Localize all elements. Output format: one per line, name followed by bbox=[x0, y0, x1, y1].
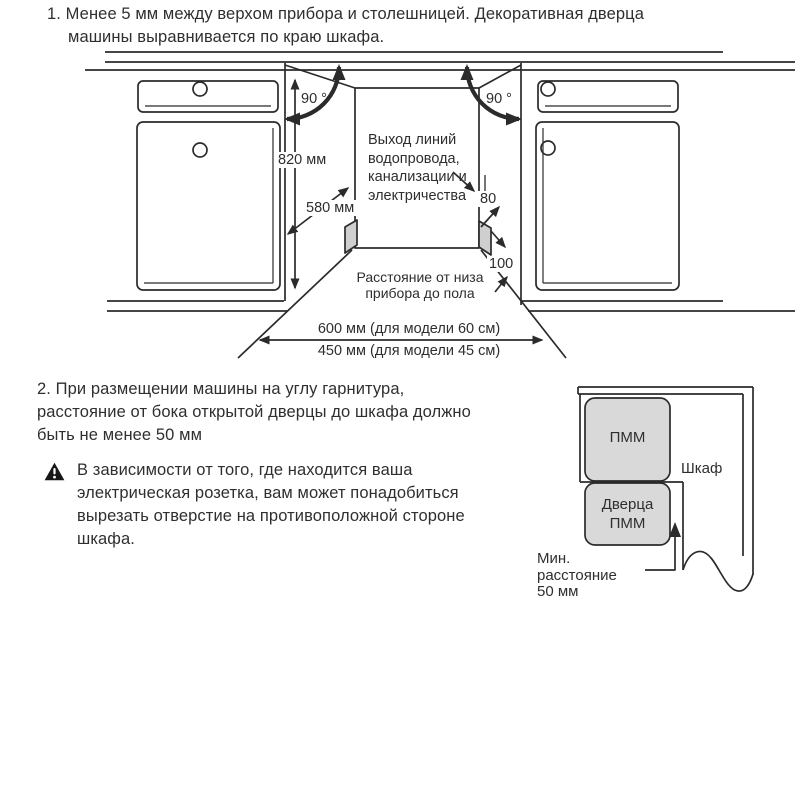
instruction-1-line: 1. Менее 5 мм между верхом прибора и столешницей. Декоративная дверца bbox=[47, 5, 644, 23]
instruction-2 bbox=[37, 378, 471, 447]
warning-text bbox=[77, 459, 465, 551]
pmm-label: ПММ bbox=[609, 429, 646, 446]
instruction-1 bbox=[47, 3, 644, 49]
utilities-note-line: Выход линий bbox=[368, 132, 457, 148]
height-dimension-label: 820 мм bbox=[278, 152, 327, 168]
drawer-knob-left bbox=[193, 82, 207, 96]
warning-text-line: электрическая розетка, вам может понадобиться bbox=[77, 484, 459, 502]
min-distance-label bbox=[537, 551, 617, 601]
clearance-leader-arrow bbox=[495, 277, 507, 292]
min-distance-label-line: Мин. bbox=[537, 550, 571, 567]
warning-text-line: вырезать отверстие на противоположной стороне bbox=[77, 507, 465, 525]
corner-wall-break-wave bbox=[683, 552, 753, 592]
cabinet-left bbox=[137, 81, 280, 290]
angle-label-left: 90 ° bbox=[301, 91, 327, 107]
bottom-clearance-line: Расстояние от низа bbox=[356, 269, 484, 285]
cabinet-right bbox=[536, 81, 679, 290]
pmm-door-label-line: Дверца bbox=[601, 496, 654, 513]
utilities-note bbox=[368, 131, 467, 205]
utilities-note-line: канализации и bbox=[368, 169, 467, 185]
instruction-2-line: расстояние от бока открытой дверцы до шкафа должно bbox=[37, 403, 471, 421]
depth-dimension-label: 580 мм bbox=[306, 200, 355, 216]
cabinet-label: Шкаф bbox=[681, 460, 723, 477]
dim-100-label: 100 bbox=[489, 256, 514, 272]
bottom-clearance-line: прибора до пола bbox=[365, 284, 475, 301]
min-distance-label-line: расстояние bbox=[537, 566, 617, 584]
floor bbox=[107, 301, 795, 311]
corner-wall-top bbox=[578, 387, 753, 394]
warning-text-line: шкафа. bbox=[77, 530, 135, 548]
min-distance-label-line: 50 мм bbox=[537, 583, 579, 600]
countertop bbox=[85, 52, 795, 70]
niche bbox=[238, 63, 566, 358]
width-45-label: 450 мм (для модели 45 см) bbox=[317, 343, 501, 359]
instruction-1-line: машины выравнивается по краю шкафа. bbox=[68, 28, 385, 46]
bottom-clearance-note bbox=[350, 270, 490, 301]
door-knob-left bbox=[193, 143, 207, 157]
warning-text-line: В зависимости от того, где находится ваша bbox=[77, 461, 413, 479]
pmm-door-label bbox=[585, 495, 670, 533]
utilities-note-line: электричества bbox=[368, 187, 467, 204]
utilities-note-line: водопровода, bbox=[368, 150, 460, 167]
width-60-label: 600 мм (для модели 60 см) bbox=[317, 321, 501, 337]
drawer-knob-right bbox=[541, 82, 555, 96]
instruction-2-line: 2. При размещении машины на углу гарнитура, bbox=[37, 380, 405, 398]
instruction-2-line: быть не менее 50 мм bbox=[37, 426, 203, 444]
pmm-door-label-line: ПММ bbox=[609, 515, 646, 532]
dim-80-arrow bbox=[481, 207, 499, 227]
warning-note bbox=[44, 459, 465, 551]
dim-100-arrow bbox=[491, 231, 505, 247]
dim-80-label: 80 bbox=[480, 191, 497, 207]
angle-label-right: 90 ° bbox=[486, 91, 512, 107]
warning-triangle-icon bbox=[44, 462, 65, 481]
